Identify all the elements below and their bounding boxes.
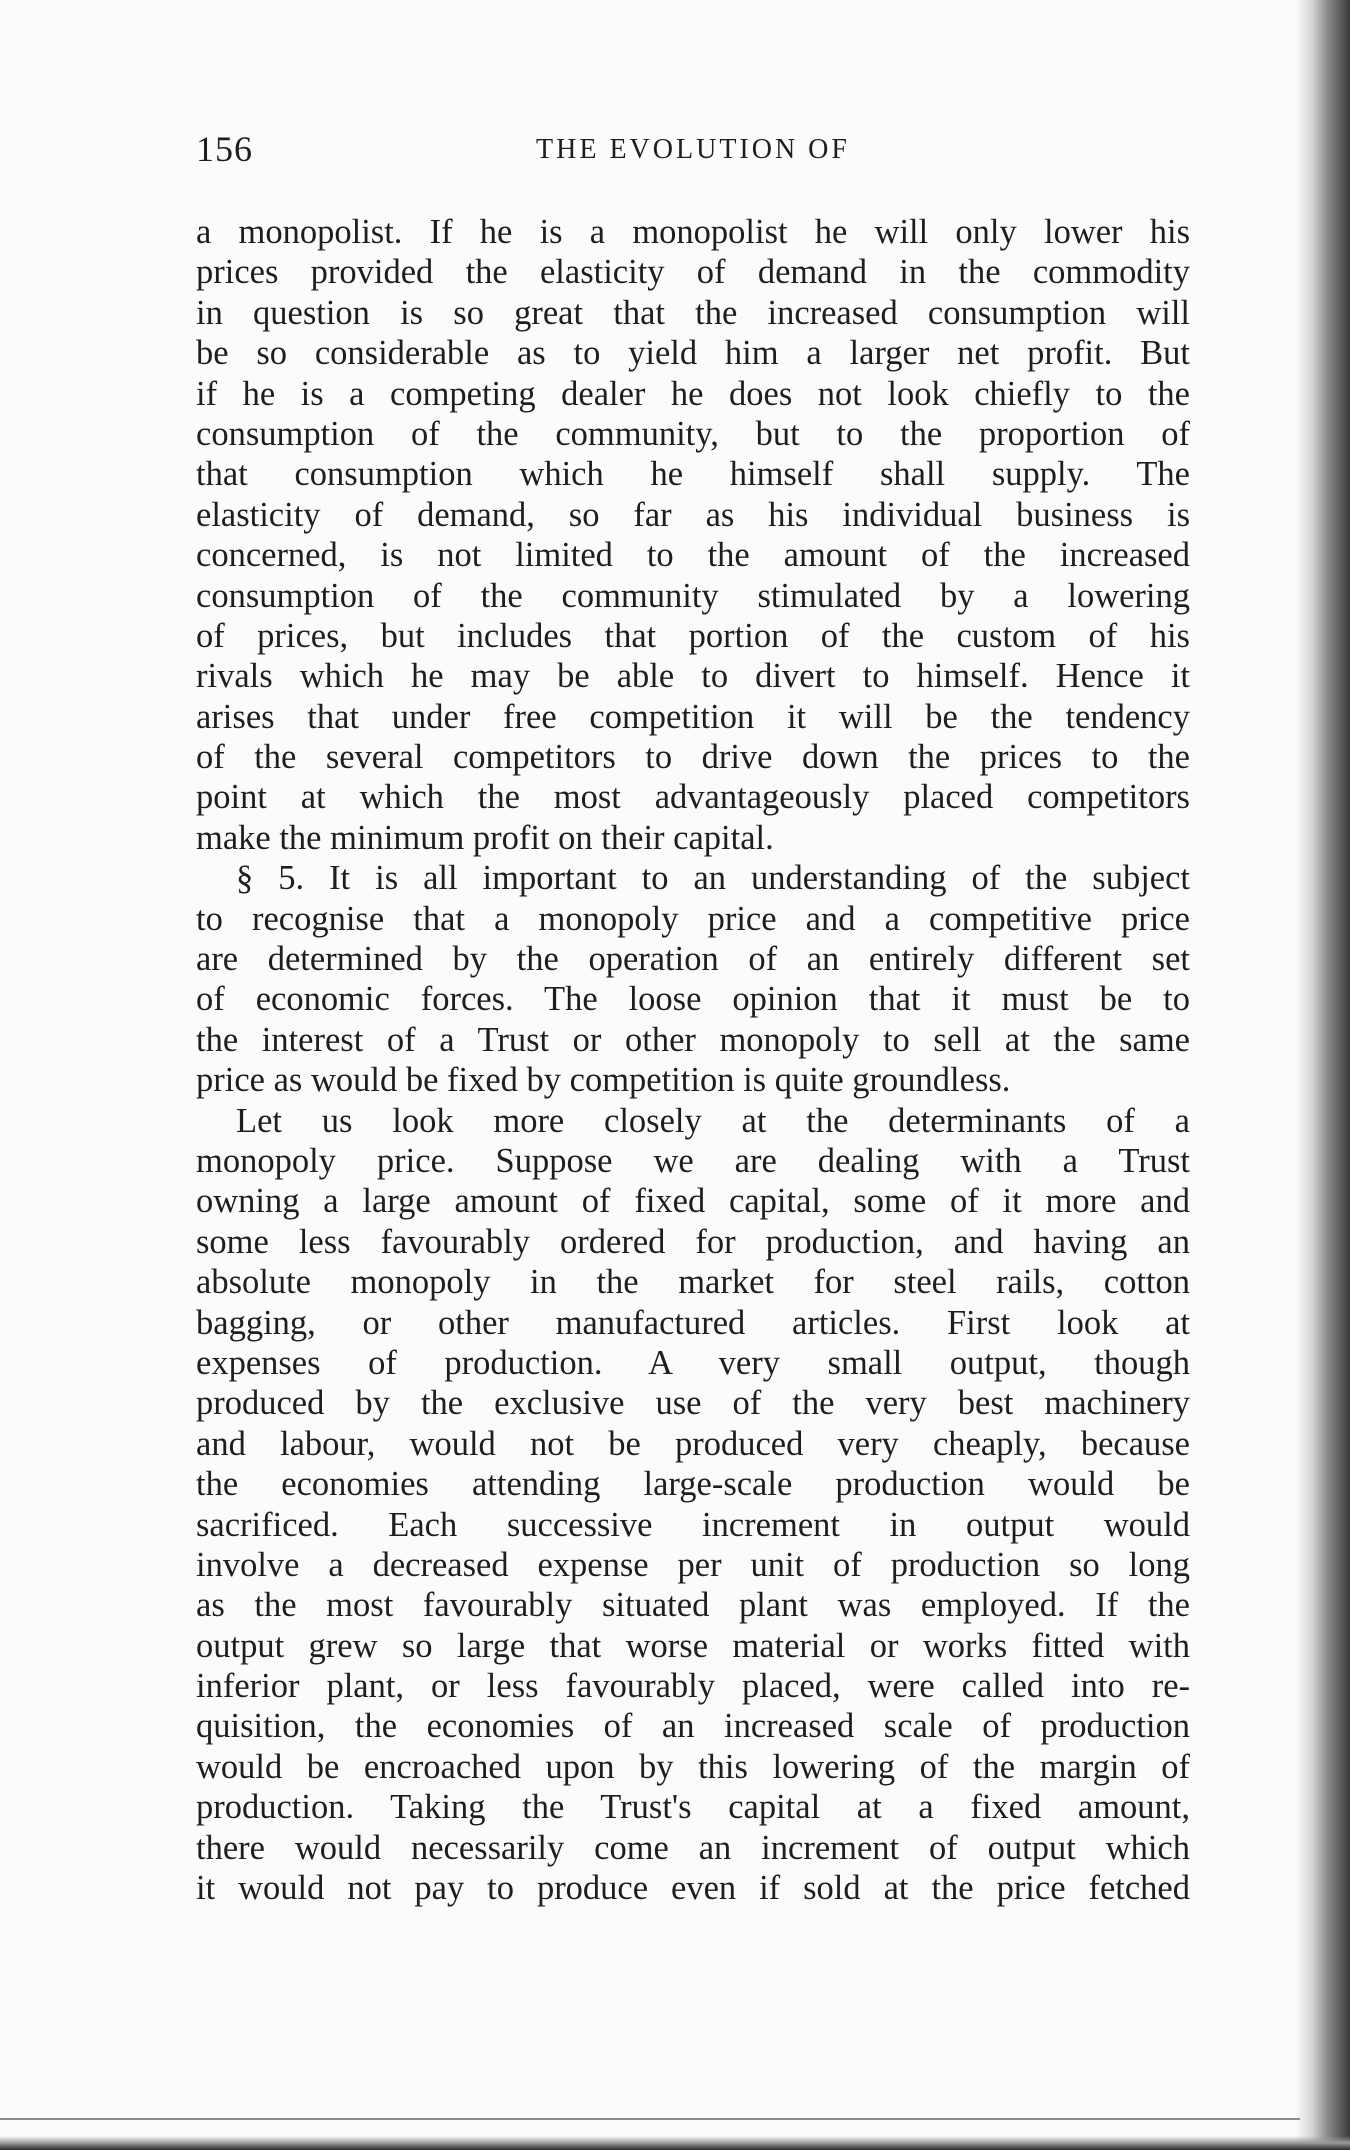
text-line: if he is a competing dealer he does not look chiefly to the	[196, 374, 1190, 413]
text-line: as the most favourably situated plant was employed. If the	[196, 1586, 1190, 1625]
text-line: produced by the exclusive use of the very best machinery	[196, 1384, 1190, 1423]
text-line: absolute monopoly in the market for steel rails, cotton	[196, 1263, 1190, 1302]
text-line: be so considerable as to yield him a larger net profit. But	[196, 334, 1190, 373]
text-line: would be encroached upon by this lowering of the margin of	[196, 1747, 1190, 1786]
text-line: make the minimum profit on their capital.	[196, 818, 774, 857]
text-line: to recognise that a monopoly price and a competitive price	[196, 899, 1190, 938]
text-line: of the several competitors to drive down the prices to the	[196, 738, 1190, 777]
text-line: some less favourably ordered for production, and having an	[196, 1222, 1190, 1261]
text-line: involve a decreased expense per unit of production so long	[196, 1545, 1190, 1584]
text-line: monopoly price. Suppose we are dealing with a Trust	[196, 1141, 1190, 1180]
text-line: are determined by the operation of an entirely different set	[196, 940, 1190, 979]
text-line: owning a large amount of fixed capital, some of it more and	[196, 1182, 1190, 1221]
text-line: expenses of production. A very small output, though	[196, 1343, 1190, 1382]
text-line: the interest of a Trust or other monopoly to sell at the same	[196, 1020, 1190, 1059]
text-line: inferior plant, or less favourably placed, were called into re-	[196, 1667, 1190, 1706]
text-line: of economic forces. The loose opinion that it must be to	[196, 980, 1190, 1019]
text-line: arises that under free competition it will be the tendency	[196, 697, 1190, 736]
text-line: the economies attending large-scale production would be	[196, 1465, 1190, 1504]
text-line: consumption of the community stimulated by a lowering	[196, 576, 1190, 615]
text-line: elasticity of demand, so far as his individual business is	[196, 495, 1190, 534]
text-line: production. Taking the Trust's capital at a fixed amount,	[196, 1788, 1190, 1827]
section-5-heading-line: § 5. It is all important to an understanding of the subject	[236, 859, 1190, 898]
page-edge-shadow	[1295, 0, 1350, 2150]
bottom-rule	[0, 2118, 1300, 2120]
bottom-edge-shadow	[0, 2136, 1350, 2150]
text-line: output grew so large that worse material or works fitted with	[196, 1626, 1190, 1665]
text-line: it would not pay to produce even if sold at the price fetched	[196, 1869, 1190, 1908]
paragraph-start-line: Let us look more closely at the determinants of a	[236, 1101, 1190, 1140]
running-head: THE EVOLUTION OF	[536, 134, 850, 165]
text-line: bagging, or other manufactured articles. First look at	[196, 1303, 1190, 1342]
text-line: and labour, would not be produced very cheaply, because	[196, 1424, 1190, 1463]
text-line: there would necessarily come an increment of output which	[196, 1828, 1190, 1867]
text-line: in question is so great that the increased consumption will	[196, 293, 1190, 332]
text-line: rivals which he may be able to divert to himself. Hence it	[196, 657, 1190, 696]
text-line: of prices, but includes that portion of the custom of his	[196, 616, 1190, 655]
text-line: point at which the most advantageously placed competitors	[196, 778, 1190, 817]
text-line: sacrificed. Each successive increment in output would	[196, 1505, 1190, 1544]
page-header	[196, 128, 1190, 178]
text-line: that consumption which he himself shall supply. The	[196, 455, 1190, 494]
page-number: 156	[196, 129, 253, 169]
text-line: quisition, the economies of an increased scale of production	[196, 1707, 1190, 1746]
text-line: a monopolist. If he is a monopolist he will only lower his	[196, 213, 1190, 251]
text-line: consumption of the community, but to the proportion of	[196, 414, 1190, 453]
body-text	[196, 212, 1190, 1908]
text-line: price as would be fixed by competition is quite groundless.	[196, 1061, 1011, 1100]
text-line: prices provided the elasticity of demand in the commodity	[196, 253, 1190, 292]
text-line: concerned, is not limited to the amount of the increased	[196, 536, 1190, 575]
